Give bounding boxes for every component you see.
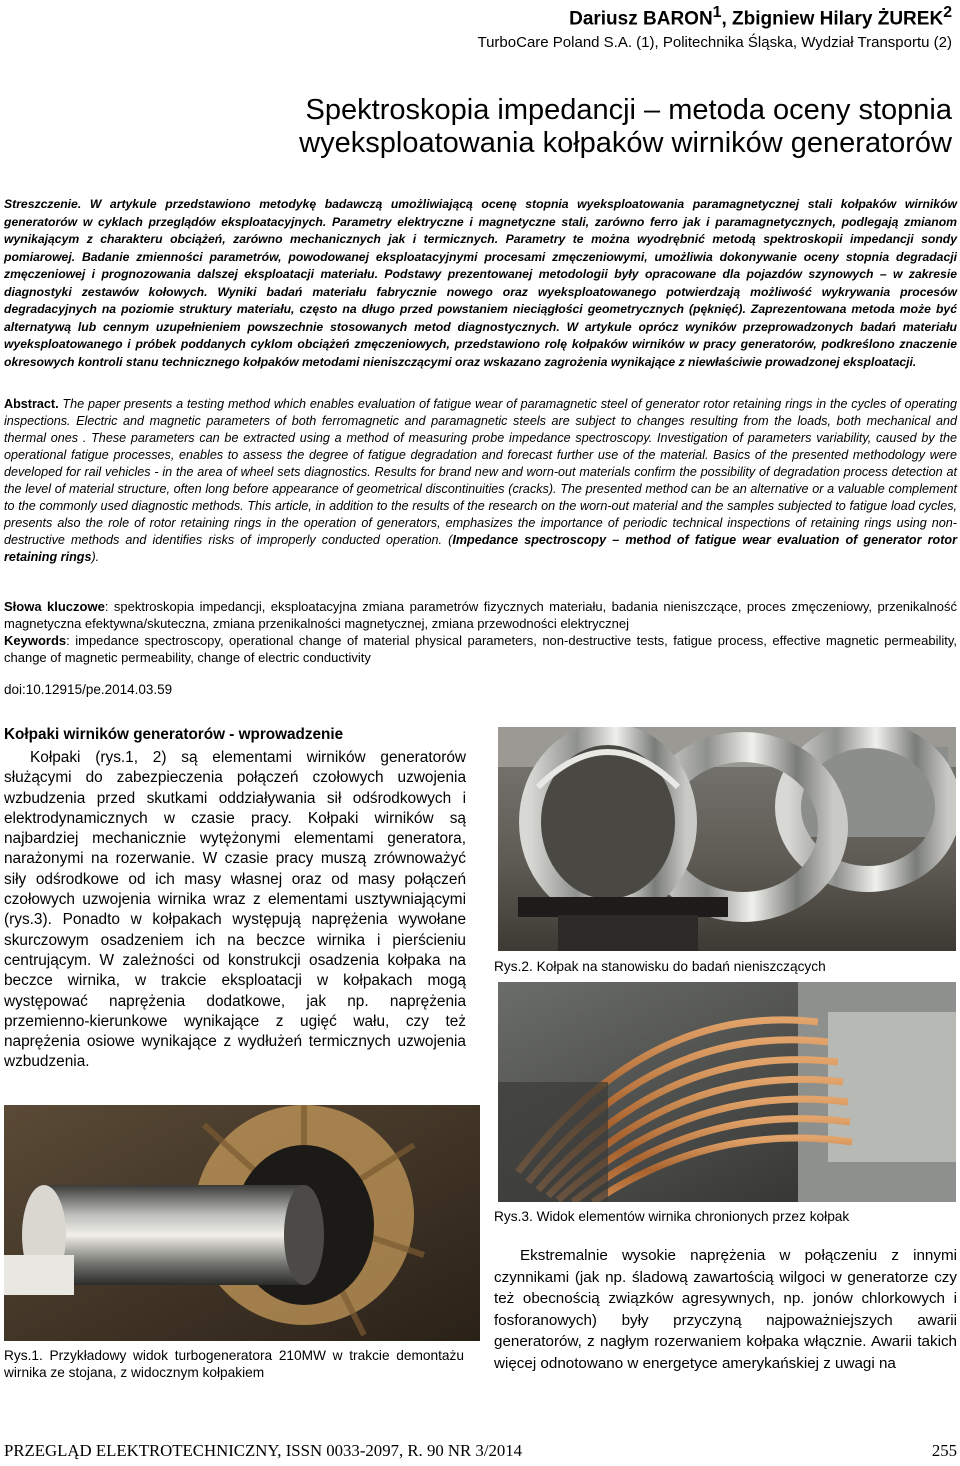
abstract-polish — [4, 196, 957, 371]
right-column-paragraph: Ekstremalnie wysokie naprężenia w połączeniu z innymi czynnikami (jak np. śladową zawartością wilgoci w generatorze czy też obecnością związków agresywnych, np. jonów chlorkowych i fosforanowych) były przyczyną najpoważniejszych awarii generatorów, z nagłym rozerwaniem kołpaka włącznie. Awarii takich więcej odnotowano w energetyce amerykańskiej z uwagi na — [494, 1247, 957, 1372]
abstract-english: Abstract. The paper presents a testing method which enables evaluation of fatigue wear of paramagnetic steel of generator rotor retaining rings in the cycles of operating inspections. Electric and magnetic parameters of both ferromagnetic and paramagnetic steels are subject to changes resulting from the loads, both mechanical and thermal ones . These parameters can be extracted using a method of measuring probe impedance spectroscopy. Investigation of parameters variability, caused by the operational fatigue processes, enables to assess the degree of fatigue degradation and forecast further use of the material. Basics of the presented methodology were developed for rail vehicles - in the area of wheel sets diagnostics. Results for brand new and worn-out materials confirm the possibility of degradation process detection at the level of material structure, often long before appearance of geometrical discontinuities (cracks). The presented method can be an alternative or a valuable complement to the commonly used diagnostic methods. This article, in addition to the results of the research on the worn-out material and the samples subjected to fatigue load cycles, presents also the role of rotor retaining rings in the operation of generators, emphasizes the importance of periodic technical inspections of retaining rings using non-destructive methods and identifies risks of improperly conducted operation. (Impedance spectroscopy – method of fatigue wear evaluation of generator rotor retaining rings). — [4, 397, 958, 564]
section-title: Kołpaki wirników generatorów - wprowadzenie — [4, 726, 344, 743]
keywords-polish: Słowa kluczowe: spektroskopia impedancji, eksploatacyjna zmiana parametrów fizycznych materiału, badania nieniszczące, proces zmęczeniowy, przenikalność magnetyczna efektywna/skuteczna, zmiana przenikalności magnetycznej, zmiana przewodności elektrycznej — [4, 599, 957, 631]
affiliation: TurboCare Poland S.A. (1), Politechnika Śląska, Wydział Transportu (2) — [477, 34, 952, 51]
keywords — [4, 598, 957, 666]
abstract-polish-label: Streszczenie. — [4, 197, 82, 211]
journal-info: PRZEGLĄD ELEKTROTECHNICZNY, ISSN 0033-2097, R. 90 NR 3/2014 — [4, 1441, 523, 1460]
figure-2-retaining-ring-photo — [498, 727, 956, 951]
intro-paragraph: Kołpaki (rys.1, 2) są elementami wirników generatorów służącymi do zabezpieczenia połączeń czołowych uzwojenia wzbudzenia przed skutkami oddziaływania sił odśrodkowych i elektrodynamicznych w czasie pracy. Kołpaki wirników są najbardziej mechanicznie wytężonymi elementami generatora, narażonymi na rozerwanie. W czasie pracy muszą zrównoważyć siły odśrodkowe od ich masy własnej oraz od masy połączeń czołowych uzwojenia wirnika wraz z elementami usztywniającymi (rys.3). Ponadto w kołpakach występują naprężenia wywołane skurczowym osadzeniem ich na beczce wirnika i pierścieniu centrującym. W zależności od konstrukcji osadzenia kołpaka na beczce wirnika, w trakcie eksploatacji w kołpakach mogą występować naprężenia dodatkowe, jak np. naprężenia przemienno-kierunkowe wynikające z ugięć wału, czy też naprężenia osiowe wynikające z wydłużeń termicznych uzwojenia wzbudzenia. — [4, 749, 466, 1071]
keywords-english: Keywords: impedance spectroscopy, operational change of material physical parameters, non-destructive tests, fatigue process, effective magnetic permeability, change of magnetic permeability, change of electric conductivity — [4, 633, 957, 665]
page-number: 255 — [931, 1441, 957, 1460]
figure-2-caption: Rys.2. Kołpak na stanowisku do badań nieniszczących — [494, 959, 826, 974]
abstract-english-label: Abstract. — [4, 397, 59, 411]
figure-1-turbogenerator-photo — [4, 1105, 480, 1341]
figure-3-caption: Rys.3. Widok elementów wirnika chronionych przez kołpak — [494, 1209, 850, 1224]
doi: doi:10.12915/pe.2014.03.59 — [4, 682, 173, 697]
figure-1-caption: Rys.1. Przykładowy widok turbogeneratora 210MW w trakcie demontażu wirnika ze stojana, z widocznym kołpakiem — [4, 1348, 464, 1380]
paper-title: Spektroskopia impedancji – metoda oceny stopnia wyeksploatowania kołpaków wirników generatorów — [299, 94, 952, 159]
page-footer — [4, 1441, 957, 1461]
figure-3-rotor-windings-photo — [498, 982, 956, 1202]
authors: Dariusz BARON$^1$, Zbigniew Hilary ŻUREK$^2$ — [569, 4, 952, 30]
abstract-polish-text: W artykule przedstawiono metodykę badawczą umożliwiającą ocenę stopnia wyeksploatowania paramagnetycznej stali kołpaków wirników generatorów w cyklach przeglądów eksploatacyjnych. Parametry elektryczne i magnetyczne stali, zarówno ferro jak i paramagnetycznych, podlegają zmianom wynikającym z charakteru obciążeń, zarówno mechanicznych jak i termicznych. Parametry te można wyodrębnić metodą spektroskopii impedancji sondy pomiarowej. Badanie zmienności parametrów, powodowanej eksploatacyjnymi procesami zmęczeniowymi, umożliwia dokonywanie oceny stopnia degradacji zmęczeniowej i prognozowania dalszej eksploatacji materiału. Podstawy prezentowanej metodologii były opracowane dla pojazdów szynowych – w zakresie diagnostyki zestawów kołowych. Wyniki badań materiału fabrycznie nowego oraz wyeksploatowanego potwierdzają możliwość wykrywania procesów degradacyjnych na poziomie struktury materiału, często na długo przed powstaniem nieciągłości geometrycznych (pęknięć). Zaprezentowana metoda może być alternatywą lub cennym uzupełnieniem powszechnie stosowanych metod diagnostycznych. W artykule oprócz wyników przeprowadzonych badań materiału wyeksploatowanego i próbek poddanych cyklom obciążeń zmęczeniowych, przedstawiono rolę kołpaków wirników w pracy generatorów, podkreślono znaczenie okresowych kontroli stanu technicznego kołpaków metodami nieniszczącymi oraz wskazano zagrożenia wynikające z niewłaściwie prowadzonej eksploatacji. — [4, 197, 957, 369]
